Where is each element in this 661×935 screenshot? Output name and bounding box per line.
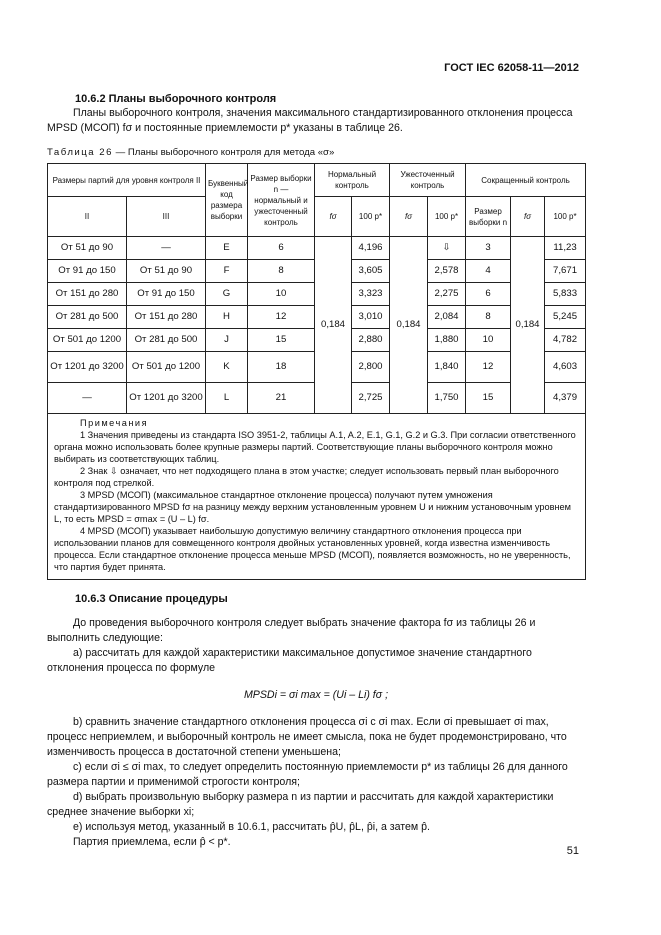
cell-reduced-fsigma: 0,184 xyxy=(511,237,545,414)
mpsd-formula: MPSDi = σi max = (Ui – Li) fσ ; xyxy=(243,689,389,701)
cell-level-ii: От 281 до 500 xyxy=(48,306,127,329)
header-letter-code: Буквенный код размера выборки xyxy=(206,164,248,237)
cell-reduced-sample-size: 6 xyxy=(466,283,511,306)
procedure-step-b: b) сравнить значение стандартного отклонения процесса σi с σi max. Если σi превышает σi max, процесс неприемлем, и выборочный контроль не имеет смысла, пока не будет продемонстрировано, что изменчивость процесса в достаточной степени уменьшена; xyxy=(47,716,567,758)
header-reduced-fsigma: fσ xyxy=(511,197,545,237)
cell-reduced-sample-size: 10 xyxy=(466,329,511,352)
cell-sample-size: 8 xyxy=(248,260,315,283)
header-tightened-100p: 100 p* xyxy=(428,197,466,237)
cell-sample-size: 10 xyxy=(248,283,315,306)
cell-level-ii: От 51 до 90 xyxy=(48,237,127,260)
table-notes xyxy=(48,414,586,580)
cell-normal-100p: 4,196 xyxy=(352,237,390,260)
cell-sample-size: 21 xyxy=(248,383,315,414)
cell-code: G xyxy=(206,283,248,306)
cell-tightened-100p: 2,084 xyxy=(428,306,466,329)
cell-level-iii: От 51 до 90 xyxy=(127,260,206,283)
cell-normal-100p: 3,010 xyxy=(352,306,390,329)
cell-level-iii: От 281 до 500 xyxy=(127,329,206,352)
procedure-step-d: d) выбрать произвольную выборку размера n из партии и рассчитать для каждой характеристики среднее значение выборки xi; xyxy=(47,791,554,818)
cell-level-ii: От 151 до 280 xyxy=(48,283,127,306)
cell-normal-100p: 2,725 xyxy=(352,383,390,414)
cell-sample-size: 18 xyxy=(248,352,315,383)
section-paragraph-10-6-2: Планы выборочного контроля, значения максимального стандартизированного отклонения процесса MPSD (МСОП) fσ и постоянные приемлемости p* указаны в таблице 26. xyxy=(47,107,573,134)
cell-sample-size: 12 xyxy=(248,306,315,329)
cell-tightened-100p: 2,275 xyxy=(428,283,466,306)
cell-level-ii: От 501 до 1200 xyxy=(48,329,127,352)
cell-reduced-sample-size: 8 xyxy=(466,306,511,329)
cell-tightened-fsigma: 0,184 xyxy=(390,237,428,414)
cell-normal-fsigma: 0,184 xyxy=(315,237,352,414)
header-level-ii: II xyxy=(48,197,127,237)
procedure-step-e: е) используя метод, указанный в 10.6.1, рассчитать p̂U, p̂L, p̂i, а затем p̂. xyxy=(73,821,430,833)
cell-normal-100p: 2,880 xyxy=(352,329,390,352)
note-3: 3 MPSD (МСОП) (максимальное стандартное отклонение процесса) получают путем умножения стандартизированного MPSD fσ на разницу между верхним установленным уровнем U и нижним установочным уровнем L, то есть MPSD = σmax = (U – L) fσ. xyxy=(54,490,571,524)
cell-sample-size: 15 xyxy=(248,329,315,352)
cell-sample-size: 6 xyxy=(248,237,315,260)
note-2: 2 Знак ⇩ означает, что нет подходящего плана в этом участке; следует использовать первый план выборочного контроля под стрелкой. xyxy=(54,466,559,488)
procedure-step-a: а) рассчитать для каждой характеристики максимальное допустимое значение стандартного отклонения процесса по формуле xyxy=(47,647,532,674)
header-normal-fsigma: fσ xyxy=(315,197,352,237)
cell-tightened-100p: 1,840 xyxy=(428,352,466,383)
notes-title: Примечания xyxy=(80,418,149,428)
cell-normal-100p: 2,800 xyxy=(352,352,390,383)
page-number: 51 xyxy=(566,845,579,857)
header-reduced: Сокращенный контроль xyxy=(466,164,586,197)
cell-reduced-sample-size: 4 xyxy=(466,260,511,283)
header-normal: Нормальный контроль xyxy=(315,164,390,197)
cell-level-ii: От 91 до 150 xyxy=(48,260,127,283)
cell-tightened-100p: ⇩ xyxy=(428,237,466,260)
cell-reduced-sample-size: 12 xyxy=(466,352,511,383)
cell-reduced-100p: 4,782 xyxy=(545,329,586,352)
cell-reduced-100p: 5,833 xyxy=(545,283,586,306)
cell-level-iii: От 501 до 1200 xyxy=(127,352,206,383)
cell-level-ii: — xyxy=(48,383,127,414)
cell-level-iii: От 91 до 150 xyxy=(127,283,206,306)
cell-level-iii: От 1201 до 3200 xyxy=(127,383,206,414)
header-sample-size: Размер выборки n — нормальный и ужесточенный контроль xyxy=(248,164,315,237)
note-1: 1 Значения приведены из стандарта ISO 3951-2, таблицы A.1, A.2, E.1, G.1, G.2 и G.3. При согласии ответственного органа можно использовать более крупные размеры партий. Соответствующие планы выборочного контроля можно выбирать из соответствующих таблиц. xyxy=(54,430,576,464)
cell-tightened-100p: 1,880 xyxy=(428,329,466,352)
cell-code: J xyxy=(206,329,248,352)
cell-code: L xyxy=(206,383,248,414)
sampling-plans-table xyxy=(47,163,586,580)
cell-code: K xyxy=(206,352,248,383)
cell-reduced-100p: 7,671 xyxy=(545,260,586,283)
cell-level-iii: — xyxy=(127,237,206,260)
cell-code: H xyxy=(206,306,248,329)
section-title-10-6-2: 10.6.2 Планы выборочного контроля xyxy=(75,93,277,105)
procedure-intro: До проведения выборочного контроля следует выбрать значение фактора fσ из таблицы 26 и выполнить следующие: xyxy=(47,617,536,644)
note-4: 4 MPSD (МСОП) указывает наибольшую допустимую величину стандартного отклонения процесса при использовании планов для совмещенного контроля двойных установленных уровней, когда известна изменчивость процесса. Если стандартное отклонение процесса меньше MPSD (МСОП), появляется возможность, но не уверенность, что партия будет принята. xyxy=(54,526,571,572)
cell-reduced-100p: 4,603 xyxy=(545,352,586,383)
header-tightened: Ужесточенный контроль xyxy=(390,164,466,197)
header-level-iii: III xyxy=(127,197,206,237)
table-caption xyxy=(47,147,334,158)
cell-reduced-sample-size: 15 xyxy=(466,383,511,414)
cell-tightened-100p: 1,750 xyxy=(428,383,466,414)
cell-level-iii: От 151 до 280 xyxy=(127,306,206,329)
section-body-10-6-3 xyxy=(47,616,585,850)
cell-code: E xyxy=(206,237,248,260)
cell-level-ii: От 1201 до 3200 xyxy=(48,352,127,383)
header-lot-sizes: Размеры партий для уровня контроля II xyxy=(48,164,206,197)
cell-code: F xyxy=(206,260,248,283)
procedure-step-c: c) если σi ≤ σi max, то следует определить постоянную приемлемости p* из таблицы 26 для данного размера партии и применимой строгости контроля; xyxy=(47,761,568,788)
document-header: ГОСТ IEC 62058-11—2012 xyxy=(444,62,579,74)
cell-reduced-sample-size: 3 xyxy=(466,237,511,260)
cell-reduced-100p: 11,23 xyxy=(545,237,586,260)
header-tightened-fsigma: fσ xyxy=(390,197,428,237)
header-normal-100p: 100 p* xyxy=(352,197,390,237)
cell-normal-100p: 3,605 xyxy=(352,260,390,283)
table-row xyxy=(48,237,586,260)
cell-reduced-100p: 5,245 xyxy=(545,306,586,329)
cell-normal-100p: 3,323 xyxy=(352,283,390,306)
acceptance-criterion: Партия приемлема, если p̂ < p*. xyxy=(73,836,231,848)
cell-reduced-100p: 4,379 xyxy=(545,383,586,414)
header-reduced-sample-size: Размер выборки n xyxy=(466,197,511,237)
table-caption-label: Таблица 26 xyxy=(47,147,113,158)
cell-tightened-100p: 2,578 xyxy=(428,260,466,283)
section-title-10-6-3: 10.6.3 Описание процедуры xyxy=(75,593,228,605)
header-reduced-100p: 100 p* xyxy=(545,197,586,237)
table-caption-text: — Планы выборочного контроля для метода «σ» xyxy=(115,147,335,158)
